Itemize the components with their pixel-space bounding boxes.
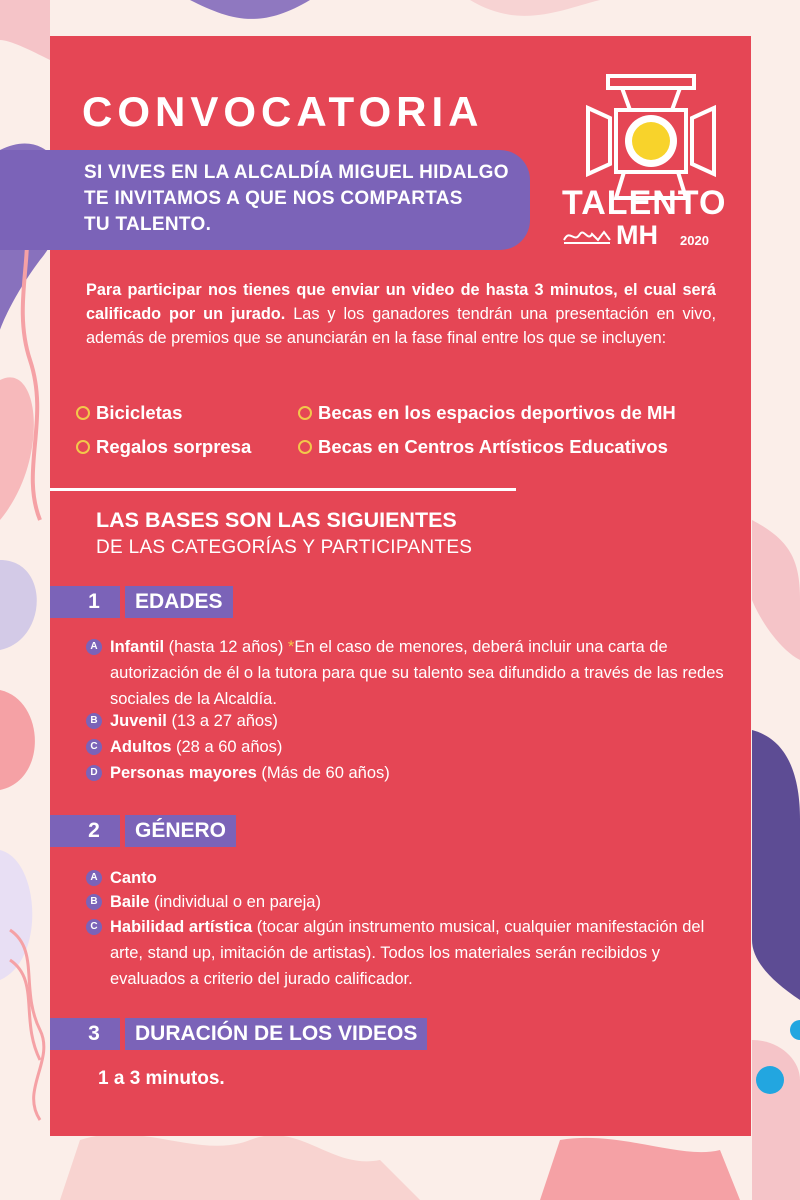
prize-label: Bicicletas <box>96 402 183 423</box>
item-detail: (28 a 60 años) <box>171 738 283 756</box>
intro-text: Las y los ganadores tendrán una presentación en vivo, además de premios que se anunciarán en la fase final entre los que se incluyen: <box>86 305 716 347</box>
list-item <box>86 708 726 734</box>
item-title: Habilidad artística <box>110 918 253 936</box>
asterisk-mark: * <box>287 638 295 656</box>
intro-banner <box>0 150 530 250</box>
item-title: Personas mayores <box>110 764 257 782</box>
item-title: Infantil <box>110 638 165 656</box>
bullet-circle-icon <box>298 440 312 454</box>
bases-title: LAS BASES SON LAS SIGUIENTES <box>96 508 457 532</box>
item-detail: (tocar algún instrumento musical, cualquier manifestación del arte, stand up, imitación de artistas). Todos los materiales serán recibidos y evaluados a criterio del jurado calificador. <box>110 918 705 988</box>
list-item <box>86 760 726 786</box>
item-detail: (Más de 60 años) <box>256 764 390 782</box>
prize-item <box>298 402 676 424</box>
logo-year: 2020 <box>680 233 709 248</box>
list-item <box>86 889 726 915</box>
section-number: 2 <box>50 815 120 847</box>
prize-item <box>76 436 251 458</box>
list-item <box>86 734 726 760</box>
alcaldia-signature-icon <box>562 226 612 246</box>
letter-badge: B <box>86 894 102 910</box>
letter-badge: A <box>86 870 102 886</box>
item-title: Adultos <box>110 738 172 756</box>
divider <box>50 488 516 491</box>
item-title: Canto <box>110 869 157 887</box>
letter-badge: C <box>86 919 102 935</box>
logo-word: TALENTO <box>562 184 727 222</box>
item-title: Baile <box>110 893 150 911</box>
page-title: CONVOCATORIA <box>82 88 484 135</box>
prize-label: Becas en los espacios deportivos de MH <box>318 402 676 423</box>
bullet-circle-icon <box>76 440 90 454</box>
prize-label: Becas en Centros Artísticos Educativos <box>318 436 668 457</box>
intro-bold: Para participar nos tienes que enviar un video de hasta 3 minutos, el cual será calificado por un jurado. <box>86 281 716 323</box>
section-heading: GÉNERO <box>125 815 236 847</box>
logo-brand: MH <box>616 220 658 250</box>
item-note: En el caso de menores, deberá incluir una carta de autorización de él o la tutora para que su talento sea difundido a través de las redes sociales de la Alcaldía. <box>110 638 724 708</box>
bases-subtitle: DE LAS CATEGORÍAS Y PARTICIPANTES <box>96 537 473 558</box>
bullet-circle-icon <box>298 406 312 420</box>
section-number: 3 <box>50 1018 120 1050</box>
banner-line: TE INVITAMOS A QUE NOS COMPARTAS <box>84 188 463 209</box>
item-detail: (hasta 12 años) <box>164 638 288 656</box>
prize-item <box>298 436 668 458</box>
section-heading: EDADES <box>125 586 233 618</box>
banner-line: SI VIVES EN LA ALCALDÍA MIGUEL HIDALGO <box>84 162 509 183</box>
item-detail: (individual o en pareja) <box>149 893 321 911</box>
list-item <box>86 634 726 712</box>
intro-paragraph <box>86 278 716 350</box>
letter-badge: D <box>86 765 102 781</box>
bullet-circle-icon <box>76 406 90 420</box>
list-item <box>86 865 726 891</box>
section-heading: DURACIÓN DE LOS VIDEOS <box>125 1018 427 1050</box>
section-number: 1 <box>50 586 120 618</box>
letter-badge: A <box>86 639 102 655</box>
duration-value: 1 a 3 minutos. <box>98 1068 225 1089</box>
letter-badge: C <box>86 739 102 755</box>
prize-label: Regalos sorpresa <box>96 436 252 457</box>
banner-line: TU TALENTO. <box>84 214 212 235</box>
letter-badge: B <box>86 713 102 729</box>
list-item <box>86 914 726 992</box>
prize-item <box>76 402 182 424</box>
item-detail: (13 a 27 años) <box>166 712 278 730</box>
item-title: Juvenil <box>110 712 167 730</box>
